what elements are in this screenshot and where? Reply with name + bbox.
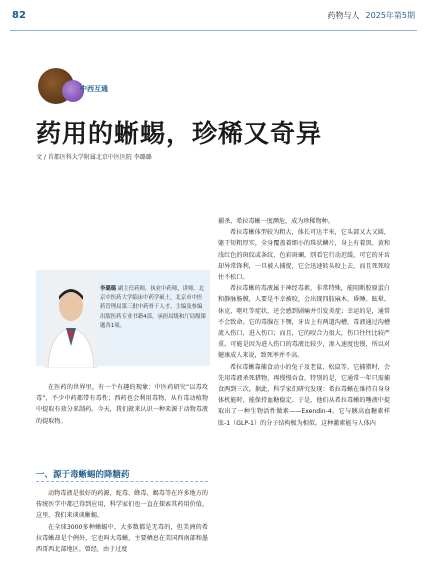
right-column xyxy=(218,216,390,429)
section-heading: 一、源于毒蜥蜴的降糖药 xyxy=(36,470,130,480)
author-bio xyxy=(100,285,206,331)
body-paragraph: 在全球3000多种蜥蜴中，大多数都是无毒的，但美洲的希拉毒蜥却是个例外，它也叫大毒蜥，主要栖息在美国西南部和墨西哥西北部地区。曾经，由于过度 xyxy=(36,523,208,554)
page-number: 82 xyxy=(12,10,26,21)
article-title: 药用的蜥蜴，珍稀又奇异 xyxy=(36,119,323,148)
column-tag: 中西互通 xyxy=(80,85,108,93)
author-photo xyxy=(44,276,98,368)
body-paragraph: 希拉毒蜥体型较为粗大，体长可达半米，它头部又大又圆，躯干短粗厚实，全身覆盖着细小的珠状鳞片，身上有着黑、黄和浅红色的斑纹或条纹，色彩斑斓，别看它行动迟缓，可它的牙齿却异常锋利，一旦被人捕捉，它会迅速转头咬上去，而且死死咬住不松口。 xyxy=(218,229,390,282)
author-name: 李璐璐 xyxy=(100,286,117,292)
left-column-intro xyxy=(36,382,208,427)
intro-paragraph: 在医药的世界里，有一个有趣的现象：中医药研究“以毒攻毒”，不少中药都带有毒性；西药也会利用毒物，从有毒动植物中提取有效分来制药。今天，我们就来认识一种来源于动物毒液的提取物。 xyxy=(36,384,208,425)
author-avatar-icon xyxy=(44,276,98,368)
left-column-body xyxy=(36,488,208,555)
body-paragraph: 捕杀，希拉毒蜥一度濒危，成为珍稀物种。 xyxy=(218,218,334,225)
author-bio-text: 副主任药师，执业中药师，讲师。北京中医药大学临床中药学硕士，北京市中医药管理局第三批中药骨干人才，主编及参编出版医药专业书籍4部，承担局级和厅局级课题各1项。 xyxy=(100,286,206,329)
magazine-info xyxy=(328,10,415,21)
section-divider xyxy=(36,481,208,482)
header-divider xyxy=(10,30,417,31)
issue-label: 2025年第5期 xyxy=(365,11,415,20)
magazine-name: 药物与人 xyxy=(327,11,360,20)
body-paragraph: 动物毒液是很好的药源，蛇毒、蜂毒、蝎毒等在许多地方的传统医学中都已得到应用，科学家们也一直在探索其药用价值。这里，我们来谈谈蜥蜴。 xyxy=(36,490,208,520)
byline: 文 / 首都医科大学附属北京中医医院 李璐璐 xyxy=(36,154,152,161)
body-paragraph: 希拉毒蜥靠捕食动小的兔子及老鼠、松鼠等。它捕猎时，会先用毒液杀死猎物，再慢慢吞食，特别的是，它通常一年只需捕食两到三次。据此，科学家们研究发现：希拉毒蜥在维持自身身体机能时，能保持血糖稳定。于是，他们从希拉毒蜥的唾液中提取出了一种生物活性做素——Exendin-4。它与胰高血糖素样肽-1（GLP-1）的分子结构极为相似。这种激素能与人体内 xyxy=(218,363,390,427)
body-paragraph: 希拉毒蜥的毒液属于神经毒素，非常特殊，能阻断胶原蛋白和静脉肠膜，人要是不幸被咬，会出现四肢麻木，昏睡、眩晕、休克、呕吐等症状，还会感到剧痛并引发炎症；幸运的是，通常不会致命。它的毒腺在下颚，牙齿上有两道沟槽，毒液通过沟槽流入伤口，进入伤口；而且，它的咬合力很大，伤口往往比较严重。可能是因为进入伤口的毒液比较少，渗入速度也慢，所以对健康成人来说，致死率并不高。 xyxy=(218,285,390,360)
